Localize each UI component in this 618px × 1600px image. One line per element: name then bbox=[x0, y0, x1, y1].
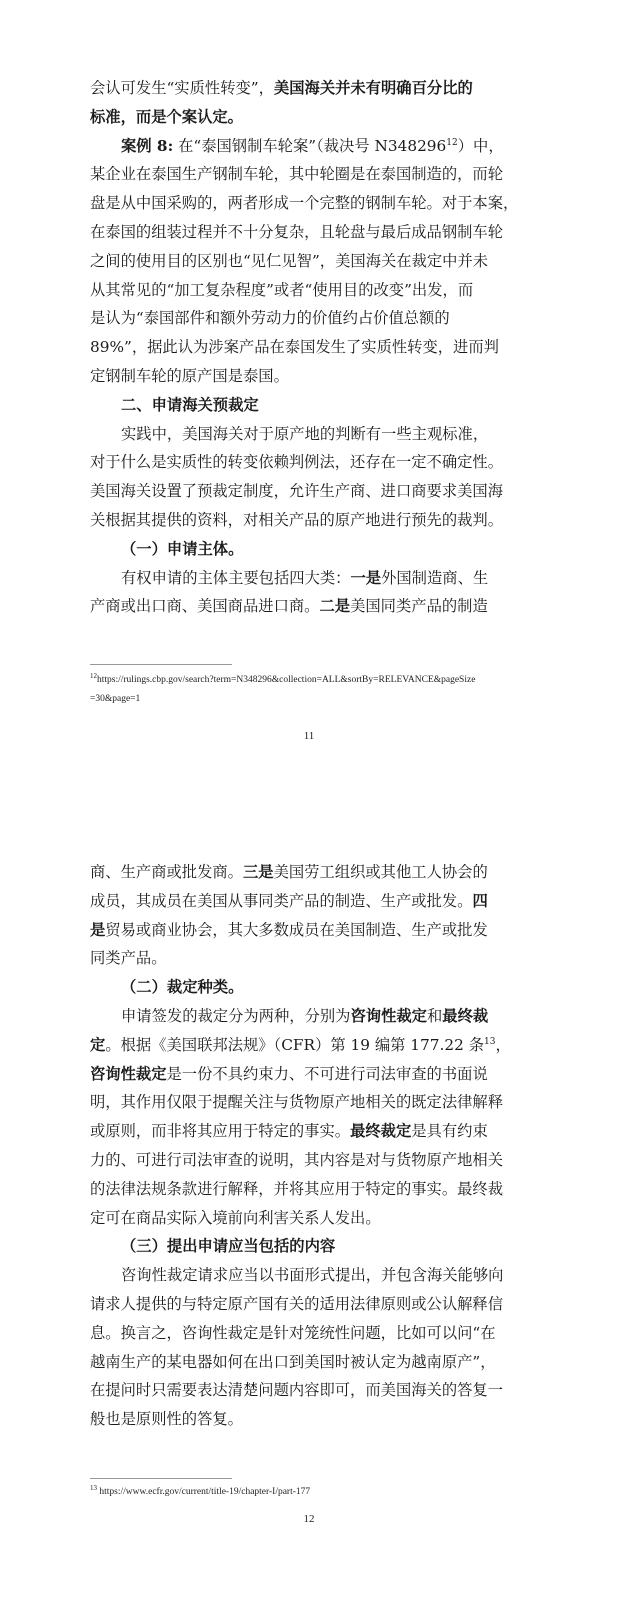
text-run: https://rulings.cbp.gov/search?term=N348296&collection=ALL&sortBy=RELEVANCE&pageSize bbox=[97, 675, 476, 685]
footnote-ref: 13 bbox=[484, 1036, 496, 1047]
bold-text: 美国海关并未有明确百分比的 bbox=[273, 79, 473, 97]
document-page-12 bbox=[0, 800, 618, 1600]
text-run: 产商或出口商、美国商品进口商。 bbox=[90, 597, 320, 616]
text-line bbox=[90, 1405, 524, 1434]
text-line bbox=[90, 944, 524, 973]
text-run: 明，其作用仅限于提醒关注与货物原产地相关的既定法律解释 bbox=[90, 1093, 504, 1112]
text-line bbox=[90, 420, 524, 449]
text-run: 有权申请的主体主要包括四大类： bbox=[121, 568, 351, 587]
text-run: 美国海关设置了预裁定制度，允许生产商、进口商要求美国海 bbox=[90, 482, 504, 501]
text-line bbox=[90, 477, 524, 506]
text-run: 商、生产商或批发商。 bbox=[90, 863, 243, 881]
text-run: 请求人提供的与特定原产国有关的适用法律原则或公认解释信 bbox=[90, 1294, 504, 1313]
bold-text: 定 bbox=[90, 1035, 106, 1054]
text-line bbox=[90, 506, 524, 535]
text-run: 是一份不具约束力、不可进行司法审查的书面说 bbox=[166, 1064, 488, 1083]
bold-text: 一是 bbox=[350, 568, 382, 587]
text-run: 或原则，而非将其应用于特定的事实。 bbox=[90, 1122, 351, 1141]
section-heading bbox=[90, 973, 524, 1002]
text-line bbox=[90, 887, 524, 916]
text-line bbox=[90, 362, 524, 391]
text-run: 外国制造商、生 bbox=[381, 568, 489, 587]
text-run: 申请签发的裁定分为两种，分别为 bbox=[121, 1006, 351, 1025]
text-run: 力的、可进行司法审查的说明，其内容是对与货物原产地相关 bbox=[90, 1150, 504, 1169]
text-run: 贸易或商业协会，其大多数成员在美国制造、生产或批发 bbox=[105, 920, 488, 939]
bold-text: 案例 8: bbox=[121, 136, 174, 155]
text-line bbox=[90, 189, 524, 218]
bold-text: 三是 bbox=[242, 863, 274, 881]
text-run: （二）裁定种类。 bbox=[121, 978, 244, 997]
text-line bbox=[90, 1088, 524, 1117]
footnote bbox=[90, 671, 530, 709]
bold-text: 四 bbox=[472, 891, 488, 910]
text-run: 美国同类产品的制造 bbox=[350, 597, 488, 616]
footnote-line bbox=[90, 690, 530, 709]
text-run: 和 bbox=[426, 1006, 443, 1025]
text-run: 从其常见的“加工复杂程度”或者“使用目的改变”出发，而 bbox=[90, 280, 474, 299]
text-run: 在“泰国钢制车轮案”（裁决号 N348296 bbox=[173, 136, 447, 155]
text-run: 定可在商品实际入境前向利害关系人发出。 bbox=[90, 1208, 381, 1227]
bold-text: 是 bbox=[90, 920, 106, 939]
text-line bbox=[90, 1261, 524, 1290]
text-run: 的法律法规条款进行解释，并将其应用于特定的事实。最终裁 bbox=[90, 1179, 504, 1198]
body-text bbox=[90, 858, 524, 1434]
text-line bbox=[90, 1175, 524, 1204]
text-line bbox=[90, 858, 524, 887]
page-number: 12 bbox=[303, 1513, 315, 1525]
footnote-line bbox=[90, 1483, 530, 1502]
text-line bbox=[90, 304, 524, 333]
text-run: 息。换言之，咨询性裁定是针对笼统性问题，比如可以问“在 bbox=[90, 1323, 496, 1342]
footnote-ref: 12 bbox=[90, 671, 97, 680]
text-run: 般也是原则性的答复。 bbox=[90, 1410, 243, 1429]
text-run: 是具有约束 bbox=[411, 1122, 488, 1141]
bold-text: 最终裁定 bbox=[350, 1122, 412, 1141]
text-line bbox=[90, 218, 524, 247]
text-run: 对于什么是实质性的转变依赖判例法，还存在一定不确定性。 bbox=[90, 453, 504, 472]
text-line bbox=[90, 1117, 524, 1146]
bold-text: 标准，而是个案认定。 bbox=[90, 107, 243, 126]
text-line bbox=[90, 1204, 524, 1233]
text-line bbox=[90, 132, 524, 161]
footnote-ref: 12 bbox=[446, 137, 458, 148]
text-line bbox=[90, 276, 524, 305]
text-run: 会认可发生“实质性转变”， bbox=[90, 79, 274, 97]
text-run: 89%”，据此认为涉案产品在泰国发生了实质性转变，进而判 bbox=[90, 338, 499, 357]
body-text bbox=[90, 74, 524, 621]
footnote-ref: 13 bbox=[90, 1483, 97, 1492]
bold-text: 最终裁 bbox=[442, 1006, 489, 1025]
text-line bbox=[90, 1031, 524, 1060]
text-run: ）中， bbox=[457, 136, 504, 155]
text-run: 二、申请海关预裁定 bbox=[121, 395, 259, 414]
bold-text: 二是 bbox=[319, 597, 351, 616]
text-line bbox=[90, 564, 524, 593]
text-run: 在泰国的组装过程并不十分复杂，且轮盘与最后成品钢制车轮 bbox=[90, 222, 504, 241]
text-line bbox=[90, 1290, 524, 1319]
text-run: https://www.ecfr.gov/current/title-19/chapter-I/part-177 bbox=[97, 1487, 311, 1497]
page-number: 11 bbox=[303, 730, 315, 742]
footnote-separator bbox=[90, 1478, 232, 1479]
text-line bbox=[90, 1348, 524, 1377]
text-run: 实践中，美国海关对于原产地的判断有一些主观标准， bbox=[121, 424, 489, 443]
text-line bbox=[90, 592, 524, 621]
text-line bbox=[90, 1060, 524, 1089]
text-run: 定钢制车轮的原产国是泰国。 bbox=[90, 366, 289, 385]
text-run: 之间的使用目的区别也“见仁见智”，美国海关在裁定中并未 bbox=[90, 251, 489, 270]
text-run: 关根据其提供的资料，对相关产品的原产地进行预先的裁判。 bbox=[90, 510, 504, 529]
bold-text: 咨询性裁定 bbox=[350, 1006, 427, 1025]
text-line bbox=[90, 916, 524, 945]
text-run: 咨询性裁定请求应当以书面形式提出，并包含海关能够向 bbox=[121, 1266, 504, 1285]
text-run: 是认为“泰国部件和额外劳动力的价值约占价值总额的 bbox=[90, 309, 450, 328]
text-run: 越南生产的某电器如何在出口到美国时被认定为越南原产”， bbox=[90, 1352, 496, 1371]
text-line bbox=[90, 103, 524, 132]
text-line bbox=[90, 74, 524, 103]
text-run: 美国劳工组织或其他工人协会的 bbox=[273, 863, 488, 881]
text-line bbox=[90, 1376, 524, 1405]
text-run: （三）提出申请应当包括的内容 bbox=[121, 1237, 336, 1256]
text-run: 某企业在泰国生产钢制车轮，其中轮圈是在泰国制造的，而轮 bbox=[90, 165, 504, 184]
text-run: ， bbox=[495, 1035, 511, 1054]
text-run: 同类产品。 bbox=[90, 949, 167, 968]
text-run: 。根据《美国联邦法规》（CFR）第 19 编第 177.22 条 bbox=[105, 1035, 484, 1054]
text-line bbox=[90, 160, 524, 189]
footnote bbox=[90, 1483, 530, 1502]
text-run: =30&page=1 bbox=[90, 694, 141, 704]
bold-text: 咨询性裁定 bbox=[90, 1064, 167, 1083]
text-line bbox=[90, 448, 524, 477]
text-run: 盘是从中国采购的，两者形成一个完整的钢制车轮。对于本案， bbox=[90, 194, 519, 213]
text-run: 成员，其成员在美国从事同类产品的制造、生产或批发。 bbox=[90, 891, 473, 910]
text-run: （一）申请主体。 bbox=[121, 539, 244, 558]
text-line bbox=[90, 1002, 524, 1031]
text-line bbox=[90, 1319, 524, 1348]
section-heading bbox=[90, 535, 524, 564]
footnote-line bbox=[90, 671, 530, 690]
text-line bbox=[90, 1146, 524, 1175]
text-line bbox=[90, 247, 524, 276]
section-heading bbox=[90, 1232, 524, 1261]
text-run: 在提问时只需要表达清楚问题内容即可，而美国海关的答复一 bbox=[90, 1381, 504, 1400]
section-heading bbox=[90, 391, 524, 420]
footnote-separator bbox=[90, 664, 232, 665]
text-line bbox=[90, 333, 524, 362]
